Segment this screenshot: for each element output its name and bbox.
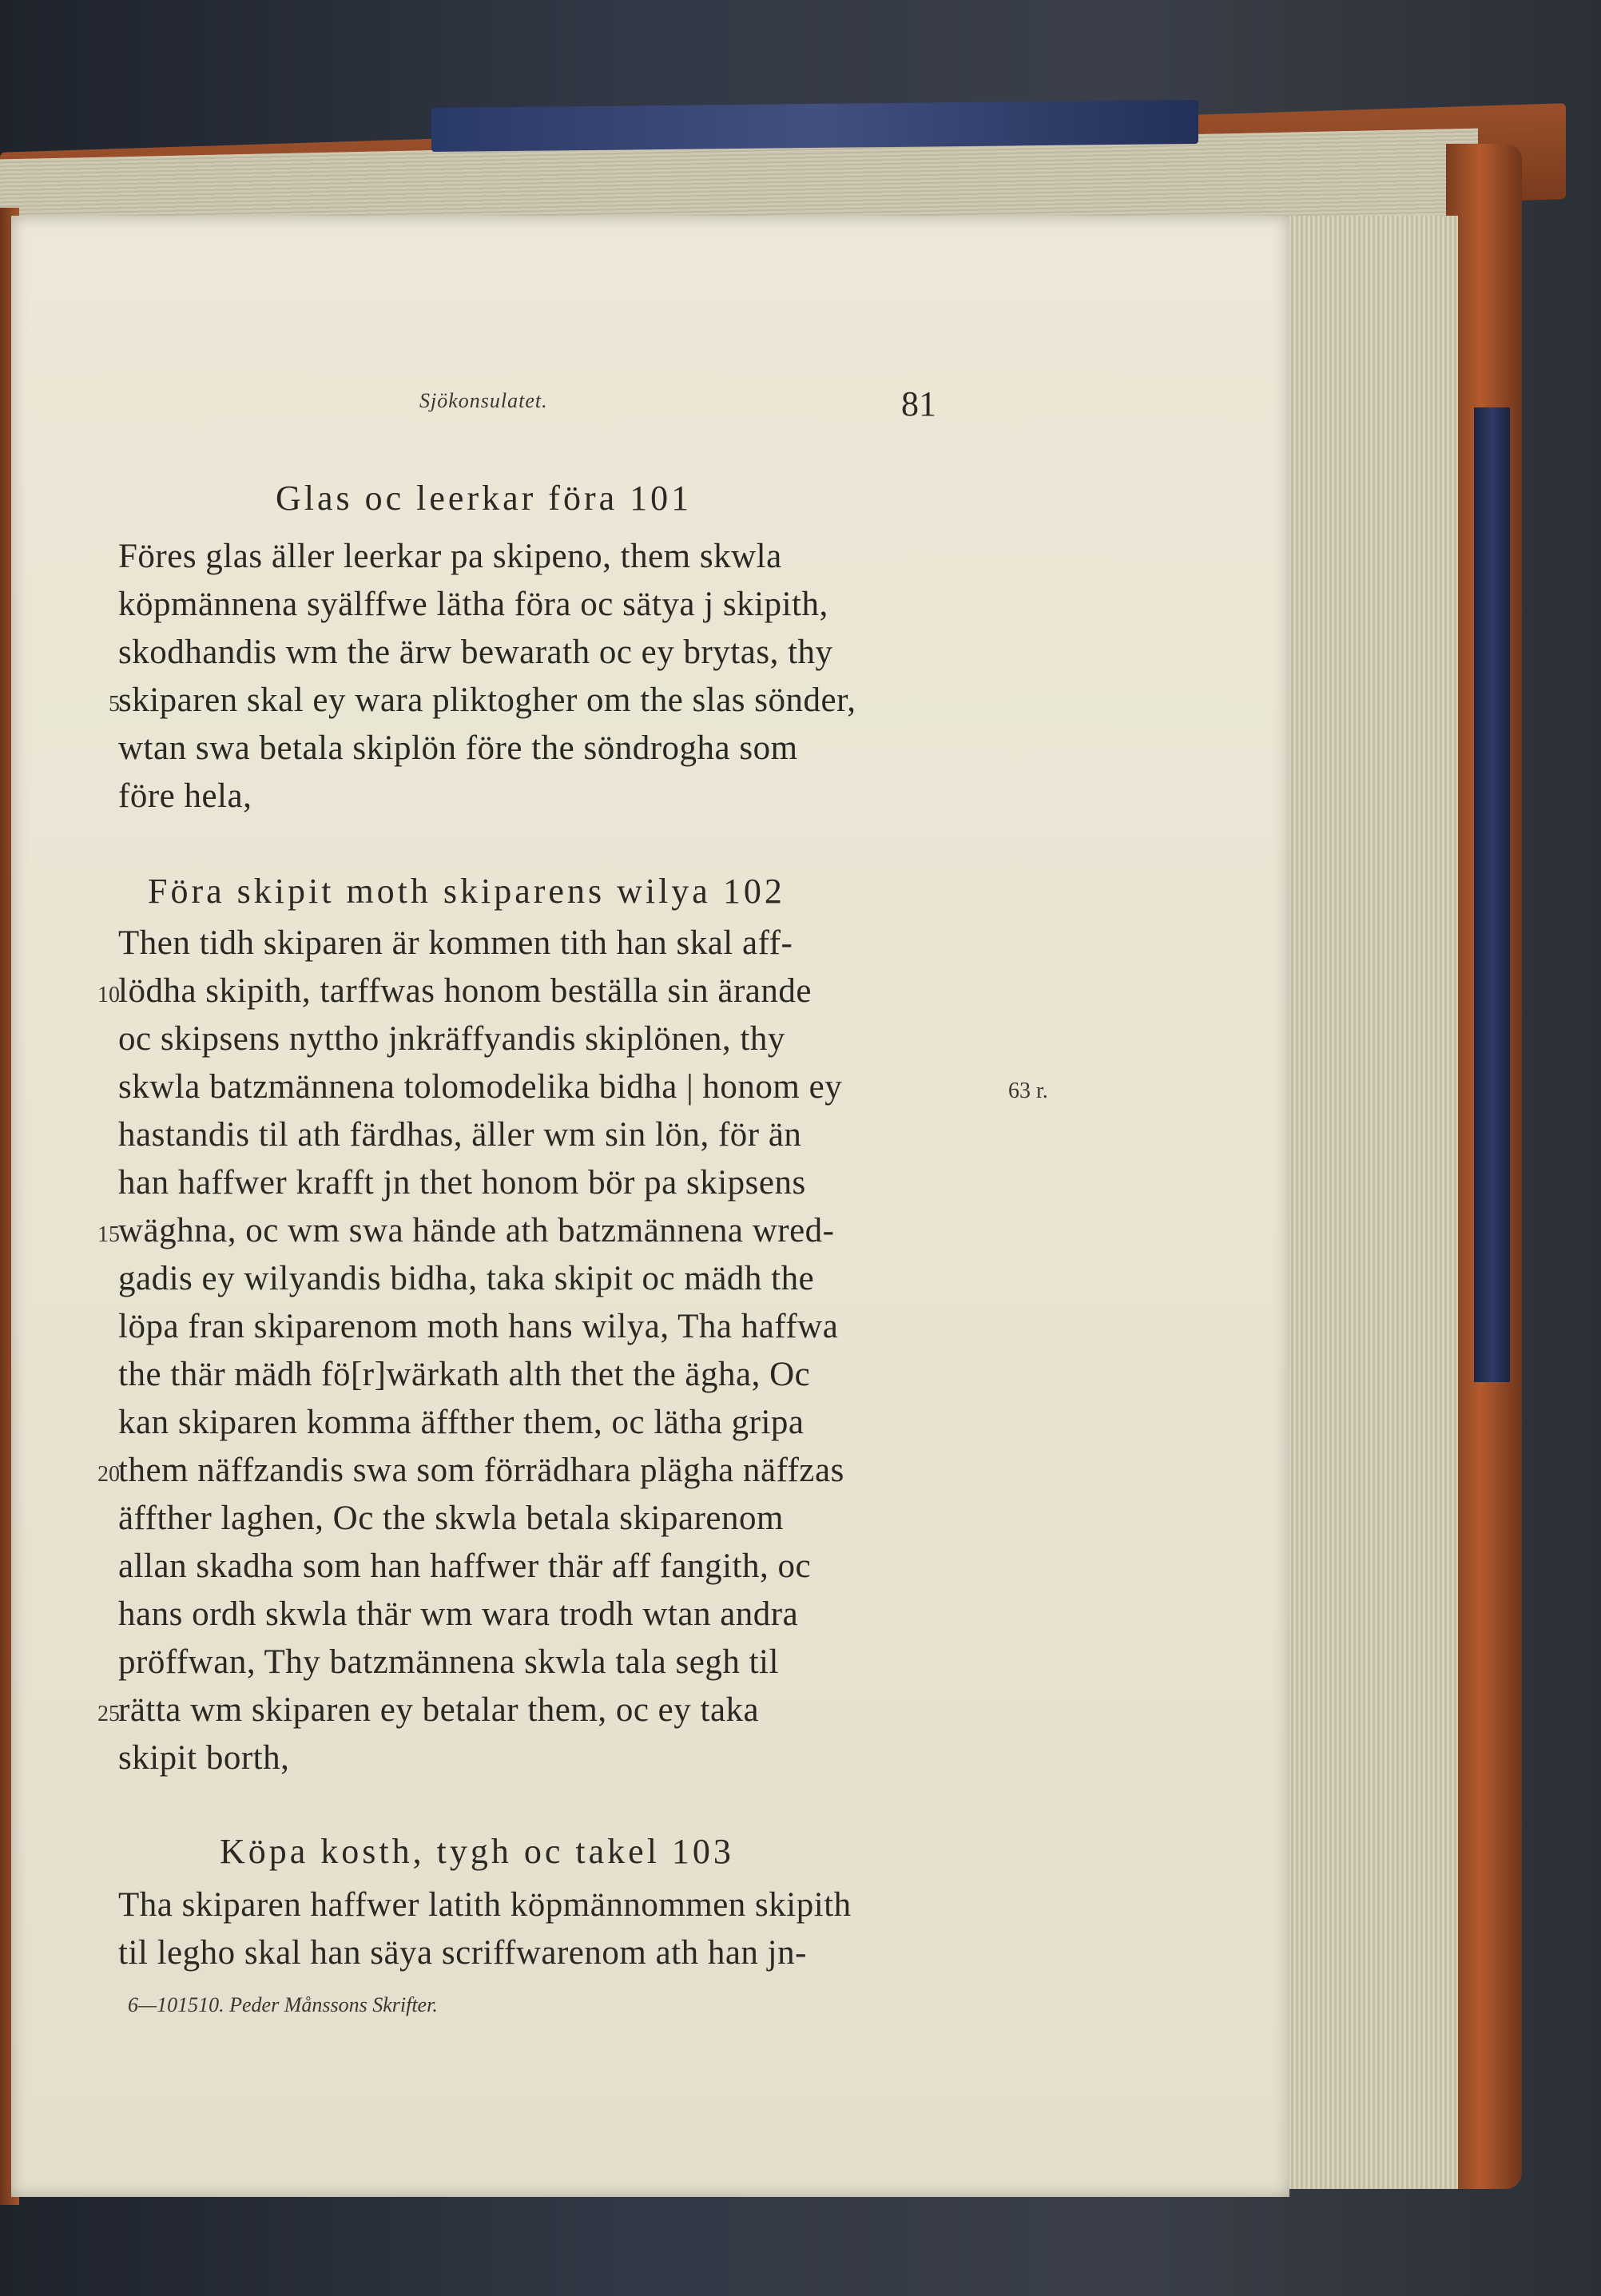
- text-line: Tha skiparen haffwer latith köpmännommen skipith: [118, 1886, 852, 1924]
- line-number: 20: [97, 1462, 120, 1487]
- text-line: Then tidh skiparen är kommen tith han skal aff-: [118, 924, 793, 962]
- line-number: 10: [97, 983, 120, 1007]
- text-line: wtan swa betala skiplön före the söndrogha som: [118, 729, 798, 767]
- text-line: pröffwan, Thy batzmännena skwla tala segh til: [118, 1643, 779, 1681]
- margin-note: 63 r.: [1008, 1078, 1048, 1103]
- text-line: them näffzandis swa som förrädhara plägha näffzas: [118, 1452, 844, 1489]
- text-line: skwla batzmännena tolomodelika bidha | honom ey: [118, 1068, 843, 1106]
- text-line: skodhandis wm the ärw bewarath oc ey brytas, thy: [118, 634, 833, 671]
- text-line: köpmännena syälffwe lätha föra oc sätya j skipith,: [118, 586, 828, 623]
- section-heading: Föra skipit moth skiparens wilya 102: [148, 872, 785, 911]
- text-line: lödha skipith, tarffwas honom beställa sin ärande: [118, 972, 812, 1010]
- page-footer: 6—101510. Peder Månssons Skrifter.: [128, 1993, 438, 2016]
- page-edges-right: [1274, 216, 1458, 2189]
- text-line: skiparen skal ey wara pliktogher om the slas sönder,: [118, 681, 856, 719]
- text-line: gadis ey wilyandis bidha, taka skipit oc mädh the: [118, 1260, 815, 1297]
- line-number: 5: [109, 692, 120, 717]
- text-line: han haffwer krafft jn thet honom bör pa skipsens: [118, 1164, 806, 1202]
- section-heading: Glas oc leerkar föra 101: [276, 479, 693, 518]
- line-number: 25: [97, 1702, 120, 1726]
- book-cover-right-blue: [1474, 407, 1510, 1382]
- book-spine-blue: [431, 100, 1198, 152]
- text-line: oc skipsens nyttho jnkräffyandis skiplönen, thy: [118, 1020, 785, 1058]
- text-line: hastandis til ath färdhas, äller wm sin lön, för än: [118, 1116, 802, 1154]
- text-line: kan skiparen komma äffther them, oc lätha gripa: [118, 1404, 804, 1441]
- page-number: 81: [901, 384, 936, 423]
- text-line: til legho skal han säya scriffwarenom ath han jn-: [118, 1934, 807, 1972]
- text-line: löpa fran skiparenom moth hans wilya, Tha haffwa: [118, 1308, 839, 1345]
- text-line: skipit borth,: [118, 1739, 290, 1777]
- line-number: 15: [97, 1222, 120, 1247]
- running-head: Sjökonsulatet.: [419, 389, 548, 412]
- text-line: allan skadha som han haffwer thär aff fangith, oc: [118, 1547, 812, 1585]
- section-heading: Köpa kosth, tygh oc takel 103: [220, 1832, 734, 1871]
- text-line: Föres glas äller leerkar pa skipeno, them skwla: [118, 538, 782, 575]
- text-line: rätta wm skiparen ey betalar them, oc ey taka: [118, 1691, 760, 1729]
- text-line: äffther laghen, Oc the skwla betala skiparenom: [118, 1500, 784, 1537]
- text-line: the thär mädh fö[r]wärkath alth thet the ägha, Oc: [118, 1356, 811, 1393]
- text-line: wäghna, oc wm swa hände ath batzmännena wred-: [118, 1212, 835, 1249]
- text-line: hans ordh skwla thär wm wara trodh wtan andra: [118, 1595, 799, 1633]
- text-line: före hela,: [118, 777, 252, 815]
